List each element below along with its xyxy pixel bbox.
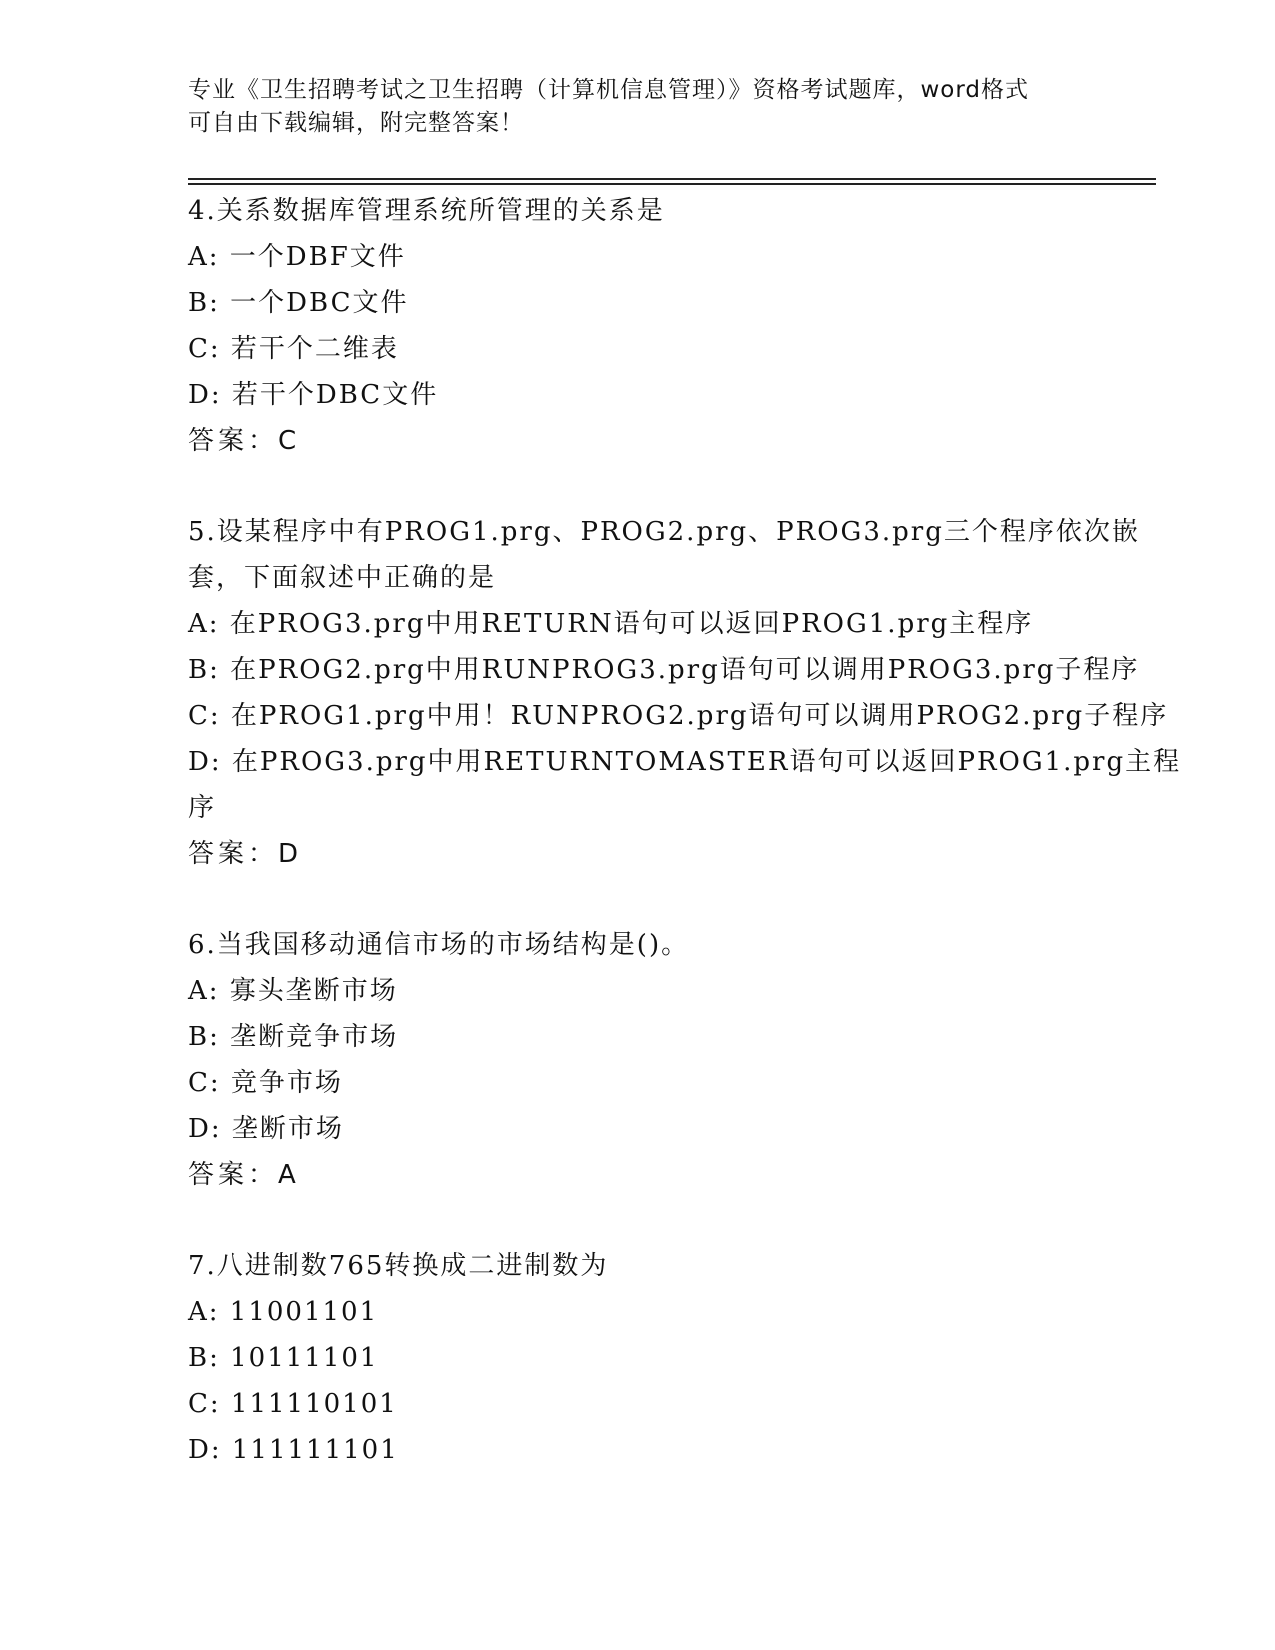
answer-option: B: 垄断竞争市场 bbox=[188, 1022, 399, 1052]
header-line-2: 可自由下载编辑，附完整答案！ bbox=[188, 110, 524, 136]
document-header bbox=[188, 74, 1088, 140]
answer-line bbox=[188, 1152, 1108, 1198]
answer-option: C: 在PROG1.prg中用！RUNPROG2.prg语句可以调用PROG2.prg子程序 bbox=[188, 701, 1169, 731]
question-stem: 4.关系数据库管理系统所管理的关系是 bbox=[188, 196, 665, 226]
answer-option: D: 111111101 bbox=[188, 1435, 399, 1465]
answer-option: D: 在PROG3.prg中用RETURNTOMASTER语句可以返回PROG1.prg主程 bbox=[188, 747, 1182, 777]
answer-label: 答案： bbox=[188, 426, 279, 456]
question-stem: 7.八进制数765转换成二进制数为 bbox=[188, 1251, 609, 1281]
question-item bbox=[188, 188, 1108, 464]
answer-option: C: 111110101 bbox=[188, 1389, 398, 1419]
answer-option: C: 竞争市场 bbox=[188, 1068, 343, 1098]
question-item bbox=[188, 509, 1182, 877]
answer-option: B: 10111101 bbox=[188, 1343, 379, 1373]
header-divider-top bbox=[188, 178, 1156, 180]
answer-value: C bbox=[278, 426, 299, 456]
answer-option: A: 在PROG3.prg中用RETURN语句可以返回PROG1.prg主程序 bbox=[188, 609, 1034, 639]
answer-option: D: 垄断市场 bbox=[188, 1114, 344, 1144]
answer-option: B: 一个DBC文件 bbox=[188, 288, 409, 318]
answer-option: 序 bbox=[188, 793, 217, 823]
question-list bbox=[188, 188, 1182, 1518]
answer-line bbox=[188, 831, 1108, 877]
answer-line bbox=[188, 418, 1108, 464]
answer-option: A: 一个DBF文件 bbox=[188, 242, 406, 272]
answer-option: A: 11001101 bbox=[188, 1297, 379, 1327]
answer-option: B: 在PROG2.prg中用RUNPROG3.prg语句可以调用PROG3.prg子程序 bbox=[188, 655, 1140, 685]
header-line-1: 专业《卫生招聘考试之卫生招聘（计算机信息管理）》资格考试题库，word格式 bbox=[188, 77, 1030, 103]
answer-label: 答案： bbox=[188, 1160, 279, 1190]
answer-option: A: 寡头垄断市场 bbox=[188, 976, 398, 1006]
answer-value: A bbox=[278, 1160, 298, 1190]
question-item bbox=[188, 922, 1108, 1198]
question-stem: 6.当我国移动通信市场的市场结构是()。 bbox=[188, 930, 690, 960]
question-stem: 5.设某程序中有PROG1.prg、PROG2.prg、PROG3.prg三个程序依次嵌 bbox=[188, 517, 1140, 547]
question-item bbox=[188, 1243, 1108, 1473]
answer-option: D: 若干个DBC文件 bbox=[188, 380, 439, 410]
header-divider-bottom bbox=[188, 183, 1156, 185]
answer-value: D bbox=[278, 839, 301, 869]
question-stem: 套，下面叙述中正确的是 bbox=[188, 563, 497, 593]
answer-label: 答案： bbox=[188, 839, 279, 869]
answer-option: C: 若干个二维表 bbox=[188, 334, 399, 364]
